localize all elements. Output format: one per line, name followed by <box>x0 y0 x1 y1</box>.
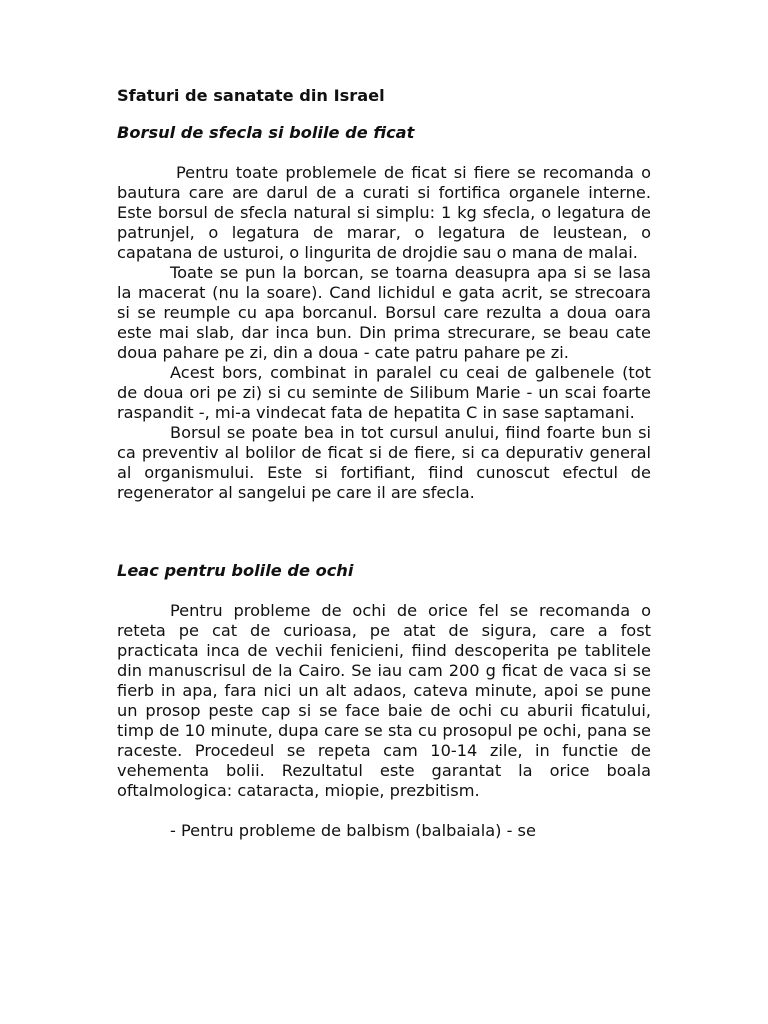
paragraph: Acest bors, combinat in paralel cu ceai de galbenele (tot de doua ori pe zi) si cu seminte de Silibum Marie - un scai foarte raspandit -, mi-a vindecat fata de hepatita C in sase saptamani. <box>117 363 651 422</box>
section-body-eyes <box>117 601 651 801</box>
paragraph: Pentru toate problemele de ficat si fiere se recomanda o bautura care are darul de a curati si fortifica organele interne. Este borsul de sfecla natural si simplu: 1 kg sfecla, o legatura de patrunjel, o legatura de marar, o legatura de leustean, o capatana de usturoi, o lingurita de drojdie sau o mana de malai. <box>117 163 651 262</box>
paragraph: - Pentru probleme de balbism (balbaiala) - se <box>170 821 536 840</box>
section-body-stutter <box>117 821 651 841</box>
section-body-liver <box>117 163 651 503</box>
paragraph: Toate se pun la borcan, se toarna deasupra apa si se lasa la macerat (nu la soare). Cand lichidul e gata acrit, se strecoara si se reumple cu apa borcanul. Borsul care rezulta a doua oara este mai slab, dar inca bun. Din prima strecurare, se beau cate doua pahare pe zi, din a doua - cate patru pahare pe zi. <box>117 263 651 362</box>
paragraph: Borsul se poate bea in tot cursul anului, fiind foarte bun si ca preventiv al bolilor de ficat si de fiere, si ca depurativ general al organismului. Este si fortifiant, fiind cunoscut efectul de regenerator al sangelui pe care il are sfecla. <box>117 423 651 502</box>
paragraph: Pentru probleme de ochi de orice fel se recomanda o reteta pe cat de curioasa, pe atat de sigura, care a fost practicata inca de vechii fenicieni, fiind descoperita pe tablitele din manuscrisul de la Cairo. Se iau cam 200 g ficat de vaca si se fierb in apa, fara nici un alt adaos, cateva minute, apoi se pune un prosop peste cap si se face baie de ochi cu aburii ficatului, timp de 10 minute, dupa care se sta cu prosopul pe ochi, pana se raceste. Procedeul se repeta cam 10-14 zile, in functie de vehementa bolii. Rezultatul este garantat la orice boala oftalmologica: cataracta, miopie, prezbitism. <box>117 601 651 800</box>
document-title: Sfaturi de sanatate din Israel <box>117 86 385 105</box>
document-page <box>117 86 651 841</box>
section-heading-liver: Borsul de sfecla si bolile de ficat <box>117 123 415 142</box>
section-heading-eyes: Leac pentru bolile de ochi <box>117 561 354 580</box>
